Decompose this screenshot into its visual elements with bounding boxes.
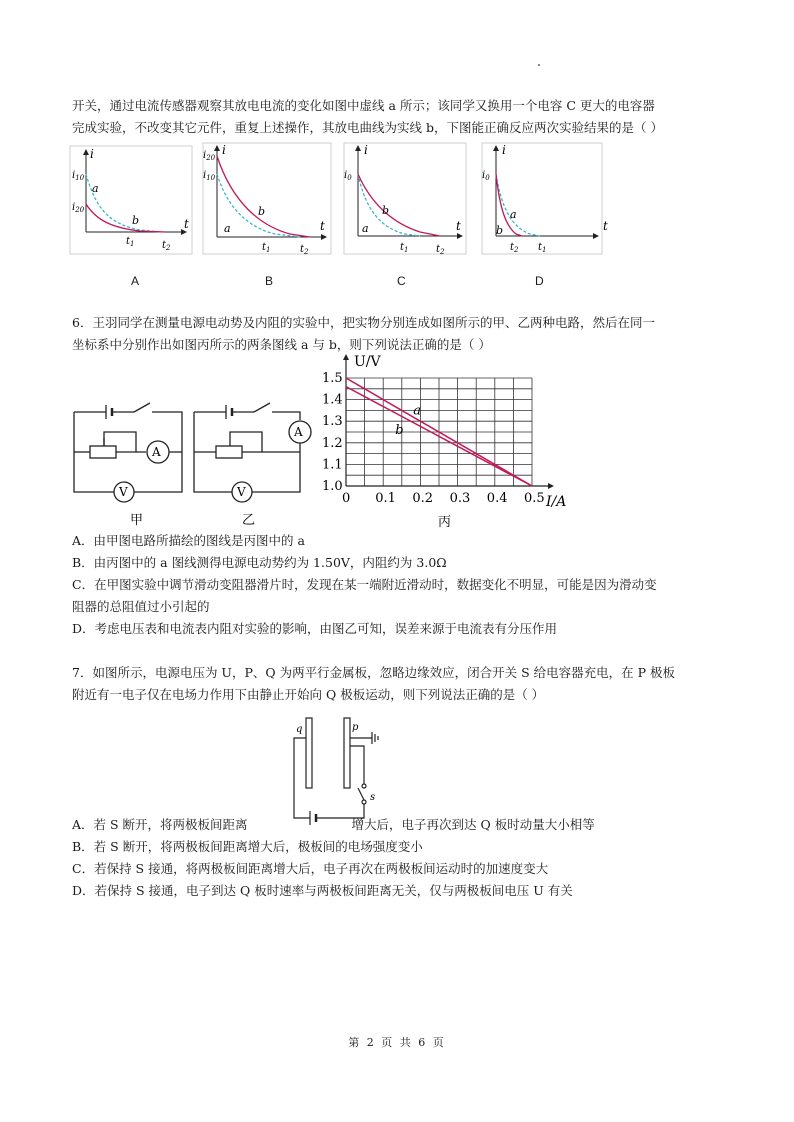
svg-text:t: t	[184, 217, 189, 231]
svg-text:t2: $t_2$	[436, 244, 445, 256]
svg-text:t1: $t_1$	[262, 242, 271, 254]
circuit-jia	[74, 403, 182, 502]
q6-circuits	[66, 392, 326, 532]
y-tick-label: 1.0	[322, 479, 343, 494]
x-tick-label: 0.3	[449, 491, 471, 506]
option-label-d: D	[535, 274, 544, 288]
page-footer: 第 2 页 共 6 页	[348, 1036, 446, 1049]
y-axis-label: U/V	[354, 354, 381, 370]
svg-text:t1: $t_1$	[538, 242, 547, 254]
label-jia: 甲	[130, 513, 144, 528]
x-tick-label: 0.5	[524, 491, 545, 506]
q6-text-line1: 6．王羽同学在测量电源电动势及内阻的实验中，把实物分别连成如图所示的甲、乙两种电路，然后在同一	[72, 315, 655, 330]
svg-text:b: b	[496, 224, 504, 237]
q7-option-c: C．若保持 S 接通，将两极板间距离增大后，电子再次在两极板间运动时的加速度变大	[72, 861, 549, 876]
x-tick-label: 0.1	[375, 491, 396, 506]
svg-text:i: i	[222, 143, 226, 157]
q7-option-a-part2: 增大后，电子再次到达 Q 板时动量大小相等	[351, 817, 595, 832]
svg-text:i10: $i_{10}$	[203, 170, 216, 182]
q6-option-b: B．由丙图中的 a 图线测得电源电动势约为 1.50V，内阻约为 3.0Ω	[72, 555, 447, 570]
q5-text-line1: 开关，通过电流传感器观察其放电电流的变化如图中虚线 a 所示；该同学又换用一个电容 C 更大的电容器	[72, 98, 655, 113]
plate-q-label: q	[296, 724, 303, 735]
x-tick-label: 0	[342, 491, 351, 506]
svg-text:t: t	[603, 219, 608, 233]
svg-text:i: i	[90, 147, 94, 161]
svg-text:t2: $t_2$	[300, 244, 309, 256]
switch-s-label: s	[370, 792, 376, 803]
svg-text:t: t	[456, 219, 461, 233]
y-tick-label: 1.3	[322, 414, 343, 430]
x-tick-label: 0.2	[412, 491, 434, 506]
svg-text:t2: $t_2$	[510, 242, 519, 254]
svg-text:t1: $t_1$	[400, 242, 409, 254]
q6-ui-chart	[310, 350, 570, 530]
q7-option-b: B．若 S 断开，将两极板间距离增大后，极板间的电场强度变小	[72, 839, 423, 854]
q6-option-c-cont: 阻器的总阻值过小引起的	[72, 599, 210, 614]
graph-panel-c	[344, 143, 466, 256]
svg-text:a: a	[362, 222, 369, 235]
svg-text:t: t	[320, 219, 325, 233]
y-tick-label: 1.4	[322, 392, 343, 408]
q7-text-line2: 附近有一电子仅在电场力作用下由静止开始向 Q 极板运动，则下列说法正确的是（ ）	[72, 687, 545, 702]
ammeter-jia: A	[152, 445, 161, 459]
q7-option-a	[72, 816, 732, 834]
svg-text:i0: $i_0$	[482, 170, 490, 182]
svg-text:i0: $i_0$	[344, 170, 352, 182]
circuit-yi	[194, 403, 311, 502]
svg-text:i: i	[502, 143, 506, 157]
q6-option-d: D．考虑电压表和电流表内阻对实验的影响，由图乙可知，误差来源于电流表有分压作用	[72, 621, 558, 636]
option-label-a: A	[131, 274, 140, 288]
y-tick-label: 1.1	[322, 457, 343, 473]
voltmeter-yi: V	[237, 485, 246, 499]
label-bing: 丙	[438, 515, 452, 530]
label-yi: 乙	[242, 513, 256, 528]
voltmeter-jia: V	[119, 485, 128, 499]
svg-text:a: a	[510, 208, 517, 221]
y-tick-label: 1.5	[322, 371, 343, 386]
ammeter-yi: A	[294, 425, 303, 439]
x-axis-label: I/A	[546, 494, 567, 510]
svg-text:i20: $i_{20}$	[203, 150, 216, 162]
q7-capacitor-diagram	[286, 708, 396, 828]
graph-panel-a	[70, 146, 192, 254]
option-label-c: C	[397, 274, 406, 288]
series-label-a: a	[413, 403, 422, 419]
svg-text:a: a	[224, 222, 231, 235]
svg-text:a: a	[92, 182, 99, 195]
stray-mark	[538, 64, 540, 66]
svg-text:i: i	[364, 143, 368, 157]
x-axis-arrow	[548, 483, 554, 489]
q7-text-line1: 7．如图所示，电源电压为 U，P、Q 为两平行金属板，忽略边缘效应，闭合开关 S 给电容器充电，在 P 极板	[72, 665, 675, 680]
q6-option-a: A．由甲图电路所描绘的图线是丙图中的 a	[72, 533, 305, 548]
q5-text-line2: 完成实验，不改变其它元件，重复上述操作，其放电曲线为实线 b，下图能正确反应两次实验结果的是（ ）	[72, 120, 663, 135]
svg-text:b: b	[258, 205, 266, 218]
svg-text:i20: $i_{20}$	[72, 202, 85, 214]
graph-panel-d	[482, 143, 608, 254]
y-tick-label: 1.2	[322, 435, 343, 451]
svg-text:t1: $t_1$	[126, 236, 135, 248]
plate-p-label: p	[352, 722, 359, 733]
q5-graphs	[0, 140, 794, 270]
svg-text:i10: $i_{10}$	[72, 170, 85, 182]
series-label-b: b	[395, 423, 404, 439]
graph-panel-b	[203, 143, 331, 256]
option-label-b: B	[265, 274, 274, 288]
svg-text:b: b	[382, 204, 390, 217]
q7-option-a-part1: A．若 S 断开，将两极板间距离	[72, 817, 248, 832]
q6-text-line2: 坐标系中分别作出如图丙所示的两条图线 a 与 b，则下列说法正确的是（ ）	[72, 337, 491, 352]
svg-text:t2: $t_2$	[162, 240, 171, 252]
svg-text:b: b	[132, 214, 140, 227]
y-axis-arrow	[343, 354, 349, 360]
x-tick-label: 0.4	[486, 491, 508, 506]
q6-option-c: C．在甲图实验中调节滑动变阻器滑片时，发现在某一端附近滑动时，数据变化不明显，可能是因为滑动变	[72, 577, 657, 592]
q7-option-d: D．若保持 S 接通，电子到达 Q 板时速率与两极板间距离无关，仅与两极板间电压 U 有关	[72, 883, 573, 898]
